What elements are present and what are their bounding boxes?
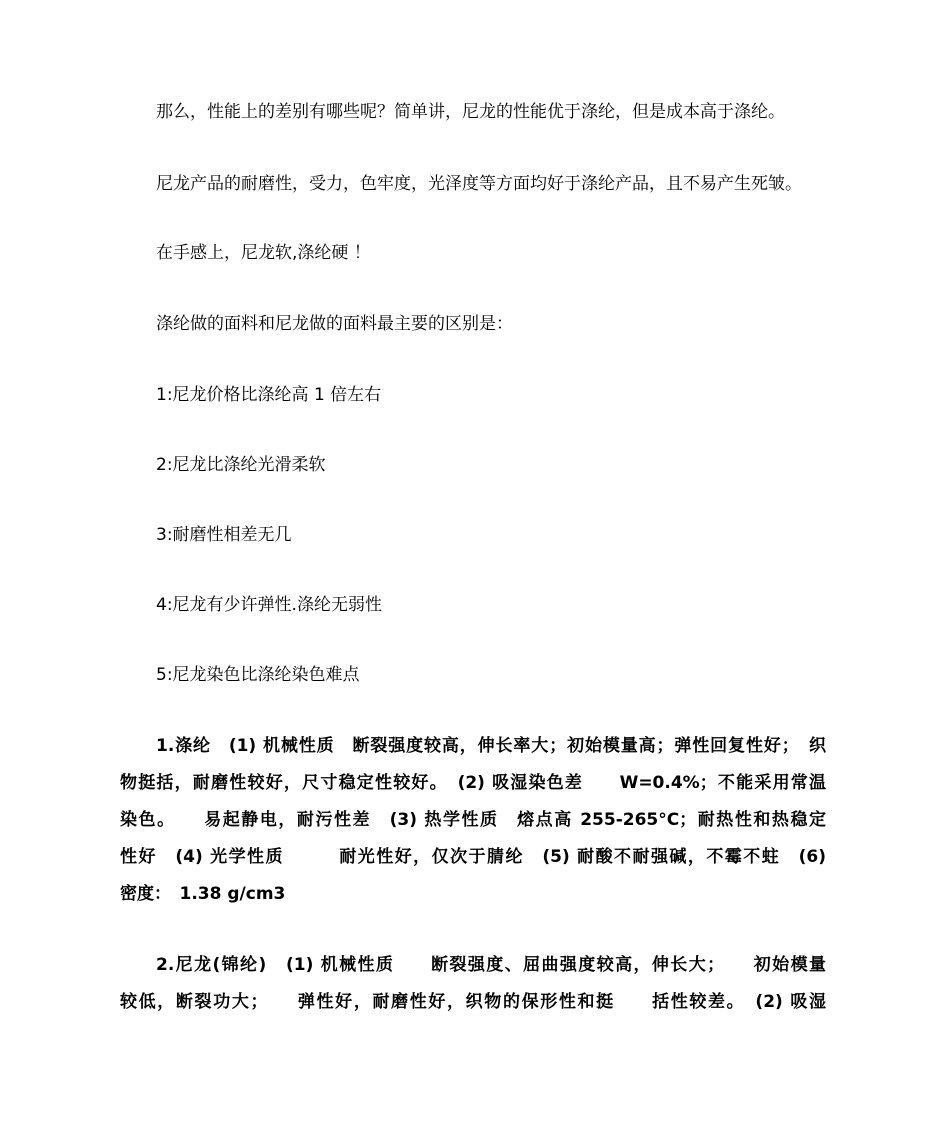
polyester-line-5: 密度： 1.38 g/cm3 (120, 884, 286, 904)
list-item-2-smoothness: 2:尼龙比涤纶光滑柔软 (156, 455, 326, 475)
list-item-1-price: 1:尼龙价格比涤纶高 1 倍左右 (156, 385, 382, 405)
polyester-line-2: 物挺括，耐磨性较好，尺寸稳定性较好。 (2) 吸湿染色差 W=0.4%；不能采用常温 (120, 773, 826, 793)
paragraph-hand-feel: 在手感上，尼龙软,涤纶硬 ！ (156, 243, 371, 263)
list-item-4-elasticity: 4:尼龙有少许弹性.涤纶无弱性 (156, 595, 382, 615)
polyester-line-4: 性好 (4) 光学性质 耐光性好，仅次于腈纶 (5) 耐酸不耐强碱，不霉不蛀 (6) (120, 847, 826, 867)
paragraph-main-difference-intro: 涤纶做的面料和尼龙做的面料最主要的区别是： (156, 314, 513, 334)
polyester-line-1: 1.涤纶 (1) 机械性质 断裂强度较高，伸长率大；初始模量高；弹性回复性好； 织 (156, 736, 826, 756)
section-polyester (120, 728, 826, 913)
polyester-line-3: 染色。 易起静电，耐污性差 (3) 热学性质 熔点高 255-265°C；耐热性和热稳定 (120, 810, 826, 830)
paragraph-performance-difference: 那么，性能上的差别有哪些呢？简单讲，尼龙的性能优于涤纶，但是成本高于涤纶。 (156, 102, 785, 122)
section-nylon (120, 947, 826, 1021)
list-item-3-abrasion: 3:耐磨性相差无几 (156, 525, 292, 545)
paragraph-nylon-advantages: 尼龙产品的耐磨性，受力，色牢度，光泽度等方面均好于涤纶产品，且不易产生死皱。 (156, 174, 802, 194)
nylon-line-1: 2.尼龙(锦纶) (1) 机械性质 断裂强度、屈曲强度较高，伸长大； 初始模量 (156, 955, 826, 975)
nylon-line-2: 较低，断裂功大； 弹性好，耐磨性好，织物的保形性和挺 括性较差。 (2) 吸湿 (120, 992, 826, 1012)
list-item-5-dyeing: 5:尼龙染色比涤纶染色难点 (156, 665, 360, 685)
